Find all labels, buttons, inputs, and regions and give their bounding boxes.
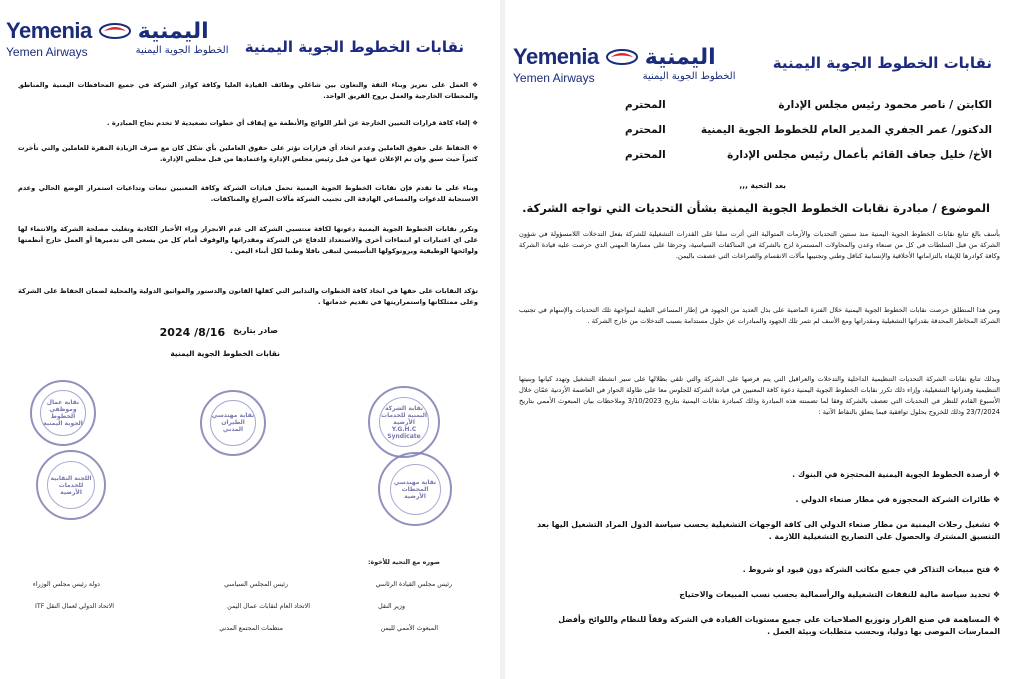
issue-date: 2024 /8/16 [159,326,226,339]
addressee-name: الدكتور/ عمر الجفري المدير العام للخطوط الجوية اليمنية [700,124,992,136]
union-stamp: نقابة مهندسي الطيران المدني [200,390,266,456]
brand-sub-ar: الخطوط الجوية اليمنية [642,71,736,82]
union-title: نقابات الخطوط الجوية اليمنية [244,38,464,56]
union-stamp: اللجنة النقابية للخدمات الأرضية [36,450,106,520]
left-page [0,0,500,679]
union-title: نقابات الخطوط الجوية اليمنية [772,54,992,72]
left-paragraph: ❖ العمل على تعزيز وبناء الثقة والتعاون بين شاغلي وظائف القيادة العليا وكافة كوادر الشركة في جميع المحافظات اليمنية والمناطق والمحطات الخارجية والعمل بروح الفريق الواحد. [18,81,478,100]
brand-name-en: Yemenia [513,44,599,69]
yemenia-logo [6,18,256,59]
greeting: بعد التحية ,,, [739,181,786,190]
cc-item: المبعوث الأممي لليمن [380,625,438,632]
union-stamp: نقابة عمال وموظفي الخطوط الجوية اليمنية [30,380,96,446]
addressee-name: الكابتن / ناصر محمود رئيس مجلس الإدارة [778,99,992,111]
addressee-row [625,149,992,161]
addressee-title: المحترم [625,149,666,161]
cc-item: منظمات المجتمع المدني [219,625,283,632]
union-stamp: نقابة مهندسي المحطات الأرضية [378,452,452,526]
initiative-point: ❖ طائرات الشركة المحجوزة في مطار صنعاء الدولي . [795,495,1000,504]
yemenia-logo [513,44,773,85]
bird-logo-icon [605,47,639,67]
right-page [505,0,1016,679]
brand-name-ar: اليمنية [137,18,209,44]
initiative-point: ❖ المساهمة في صنع القرار وتوزيع الصلاحيات على جميع مستويات القيادة في الشركة وفقاً للنظام واللوائح وأفضل الممارسات الموصى بها دوليا، وبحسب متطلبات وبيئة العمل . [558,615,1000,636]
right-paragraph: وبذلك تتابع نقابات الشركة التحديات التنظيمية الداخلية والتدخلات والعراقيل التي يتم فرضها على الشركة والتي تلقي بظلالها على سير انشطة التشغيل وتهدد كيانها وبنيتها التنظيمية وقدراتها التشغيلية، وإزاء ذلك تكرر نقابات الخطوط الجوية اليمنية دعوة كافة المعنيين في قيادة الشركة للجلوس معا على طاولة الحوار في العاصمة الأردنية عمّان خلال الأسبوع القادم للنظر في التحديات التي تعصف بالشركة وفقا لما تضمنته هذه المبادرة وذلك كمبادرة نقابات اليمنية بتاريخ 3/10/2023 وملاحظات بيان المبعوث الأممي بتاريخ 23/7/2024 وذلك للخروج بحلول توافقية فيما يتعلق بالنقاط الآتية : [519,375,1000,416]
cc-item: الاتحاد الدولي لعمال النقل ITF [34,603,114,610]
brand-sub-ar: الخطوط الجوية اليمنية [135,45,229,56]
bird-logo-icon [98,21,132,41]
brand-sub-en: Yemen Airways [513,71,595,85]
addressee-row [625,124,992,136]
signature-label: نقابات الخطوط الجوية اليمنية [170,349,280,358]
union-stamp: نقابة الشركة اليمنية للخدمات الأرضية Y.G.H.C Syndicate [368,386,440,458]
addressee-title: المحترم [625,124,666,136]
cc-item: دولة رئيس مجلس الوزراء [32,581,100,588]
cc-title: صوره مع التحية للأخوة: [367,559,440,566]
brand-name-en: Yemenia [6,18,92,43]
addressee-name: الأخ/ خليل جعاف القائم بأعمال رئيس مجلس الإدارة [727,149,992,161]
initiative-point: ❖ تشغيل رحلات اليمنية من مطار صنعاء الدولي الى كافة الوجهات التشغيلية بحسب سياسة الدول المراد التشغيل اليها بعد التنسيق المشترك والحصول على التصاريح التشغيلية اللازمة . [537,520,1000,541]
cc-item: وزير النقل [378,603,405,610]
cc-item: الاتحاد العام لنقابات عمال اليمن [227,603,310,610]
initiative-point: ❖ أرصدة الخطوط الجوية اليمنية المحتجزة في البنوك . [792,470,1000,479]
left-paragraph: ❖ الحفاظ على حقوق العاملين وعدم اتخاذ أي قرارات تؤثر على حقوق العاملين بأي شكل كان مع صرف الزيادة المقرة للعاملين والتي تأخرت كثيراً حيث سبق وان تم الإعلان عنها من قبل رئيس مجلس الإدارة واعتمادها من قبل مجلس الإدارة. [18,144,478,163]
left-paragraph: وتكرر نقابات الخطوط الجوية اليمنية دعوتها لكافة منتسبي الشركة الى عدم الانجرار وراء الأخبار الكاذبة وتغليب مصلحة الشركة والانتماء لها على اي اعتبارات او انتماءات أخرى والاستعداد للدفاع عن الشركة ومقدراتها والوقوف أمام كل من يسعى الى تدميرها أو العمل خارج أنظمتها ولوائحها الوظيفية وبروتوكولها التأسيسي لتبقى ناقلا وطنيا لكل أبناء اليمن . [18,225,478,255]
left-paragraph: وبناء على ما تقدم فإن نقابات الخطوط الجوية اليمنية تحمل قيادات الشركة وكافة المعنيين تبعات وتداعيات استمرار الوضع الحالي وعدم الاستجابة للدعوات والمساعي الهادفة الى تجنيب الشركة مآلات الصراع والمناكفات. [18,184,478,203]
left-paragraph: تؤكد النقابات على حقها في اتخاذ كافة الخطوات والتدابير التي كفلها القانون والدستور والمواثيق الدولية والمحلية لضمان الحفاظ على الشركة وعلى ممتلكاتها واستمراريتها في تقديم خدماتها . [18,287,478,306]
cc-item: رئيس المجلس السياسي [224,581,288,588]
initiative-point: ❖ تحديد سياسة مالية للنفقات التشغيلية والرأسمالية بحسب نسب المبيعات والاحتياج [679,590,1000,599]
date-label: صادر بتاريخ [233,326,278,335]
brand-sub-en: Yemen Airways [6,45,88,59]
right-paragraph: ومن هذا المنطلق حرصت نقابات الخطوط الجوية اليمنية خلال الفترة الماضية على بذل العديد من الجهود في إطار المساعي الطيبة لمواجهة تلك التحديات والإسهام في تجنيب الشركة المخاطر المحدقة بقدراتها التشغيلية ومقدراتها ومع الأسف لم تثمر تلك الجهود والمبادرات عن حلول مستدامة بسبب التدخلات من خارج الشركة . [519,306,1000,325]
right-paragraph: بأسف بالغ تتابع نقابات الخطوط الجوية اليمنية منذ سنتين التحديات والأزمات المتوالية التي أثرت سلبا على القدرات التشغيلية للشركة بفعل التدخلات اللامسؤولة في شؤون الشركة من قبل السلطات في كل من صنعاء وعدن والمحاولات المستمرة لزج بالشركة في المناكفات السياسية، وحرصًا على مسارها المهني الذي حرصت عليه قيادة الشركة وكافة كوادرها للإيفاء بالتزاماتها الأخلاقية والإنسانية كناقل وطني وتجنيبها مآلات الانقسام والصراعات التي عصفت باليمن. [519,230,1000,260]
subject-line: الموضوع / مبادرة نقابات الخطوط الجوية اليمنية بشأن التحديات التي تواجه الشركة. [522,201,990,215]
addressee-row [625,99,992,111]
left-paragraph: ❖ إلغاء كافة قرارات التعيين الخارجة عن أطر اللوائح والأنظمة مع إيقاف أي خطوات تصعيدية لا تخدم نجاح المبادرة . [107,119,478,127]
addressee-title: المحترم [625,99,666,111]
cc-item: رئيس مجلس القيادة الرئاسي [375,581,452,588]
date-line [160,326,278,339]
initiative-point: ❖ فتح مبيعات التذاكر في جميع مكاتب الشركة دون قيود او شروط . [742,565,1000,574]
brand-name-ar: اليمنية [644,44,716,70]
